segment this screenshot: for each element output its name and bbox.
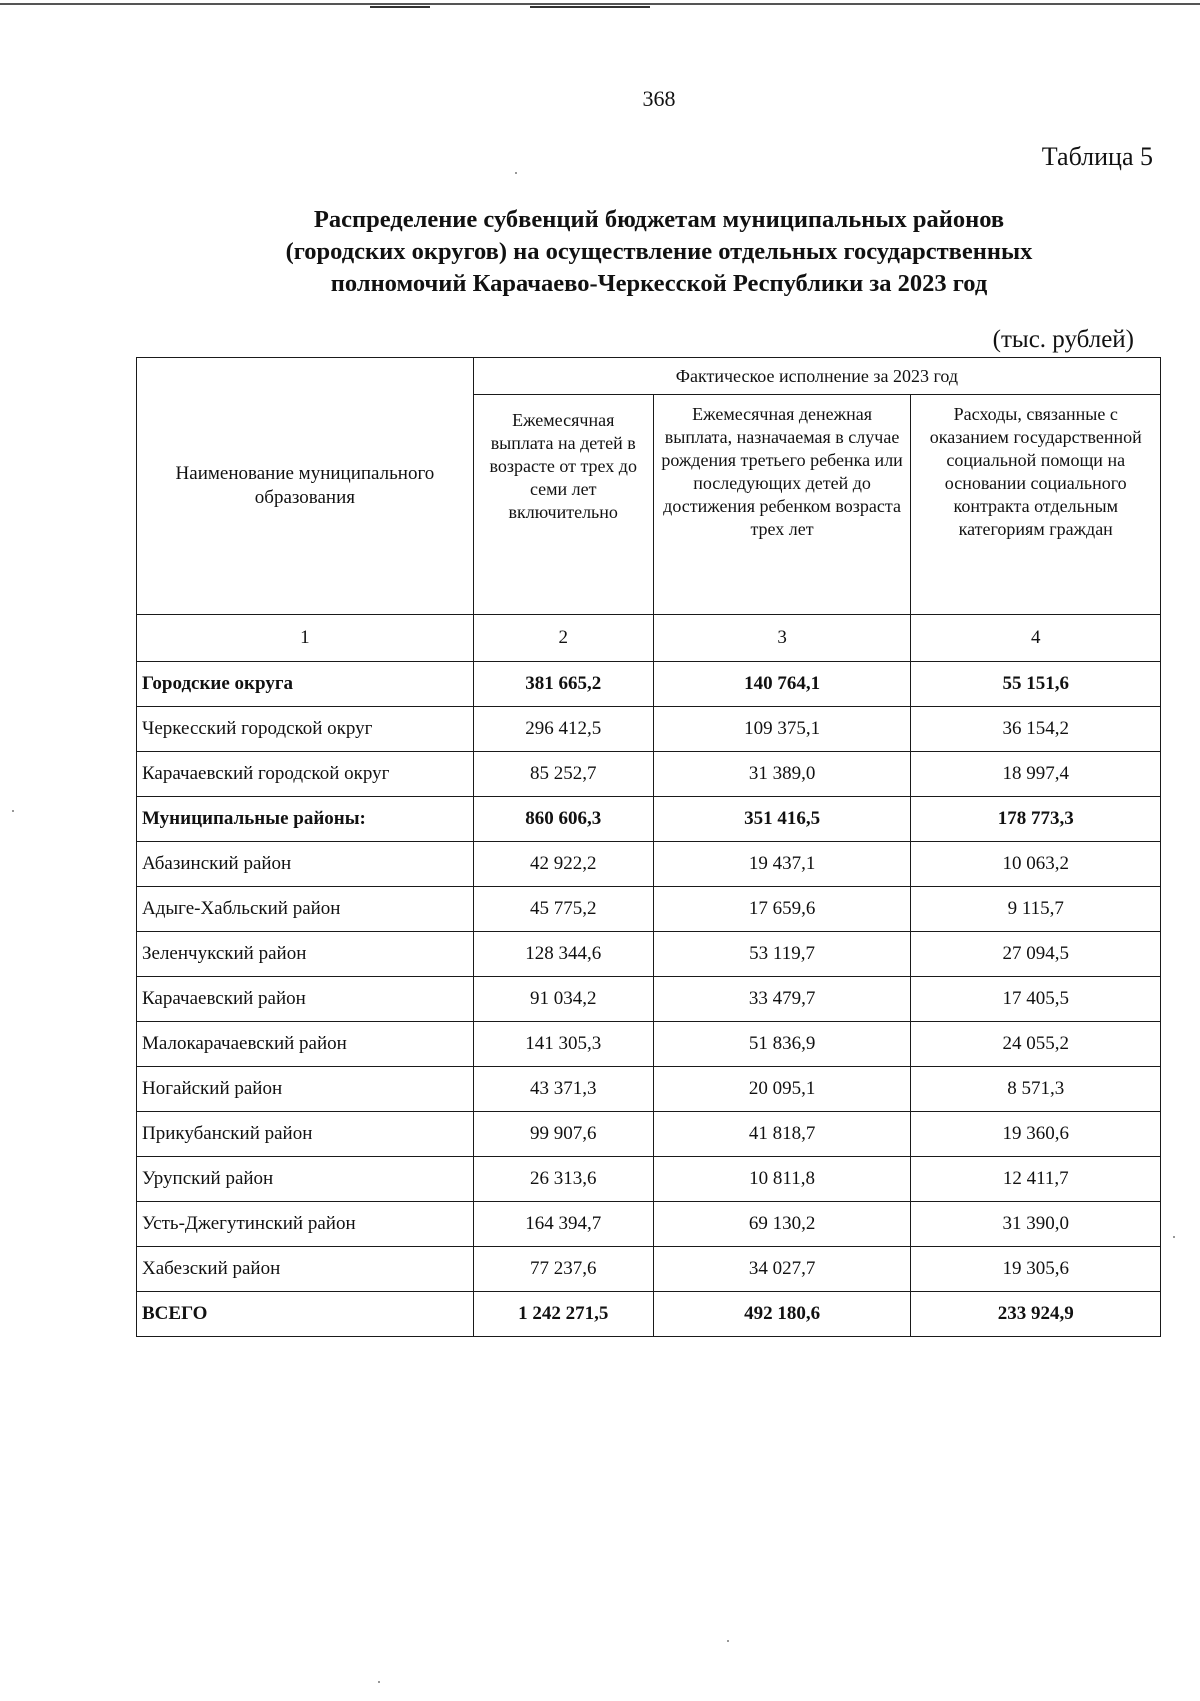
municipality-name: Усть-Джегутинский район [137, 1202, 474, 1247]
scan-speck [12, 810, 14, 812]
value-cell: 492 180,6 [653, 1292, 911, 1337]
value-cell: 233 924,9 [911, 1292, 1161, 1337]
table-row [137, 1157, 1161, 1202]
value-cell: 26 313,6 [473, 1157, 653, 1202]
value-cell: 109 375,1 [653, 707, 911, 752]
municipality-name: Ногайский район [137, 1067, 474, 1112]
value-cell: 20 095,1 [653, 1067, 911, 1112]
value-cell: 43 371,3 [473, 1067, 653, 1112]
municipality-name-header: Наименование муниципального образования [137, 358, 474, 615]
title-line: Распределение субвенций бюджетам муниципальных районов [313, 206, 1005, 233]
column-number: 4 [911, 615, 1161, 662]
value-cell: 33 479,7 [653, 977, 911, 1022]
scan-speck [727, 1640, 729, 1642]
value-cell: 34 027,7 [653, 1247, 911, 1292]
column-header-monthly-children-payment: Ежемесячная выплата на детей в возрасте от трех до семи лет включительно [473, 395, 653, 615]
municipality-name: Карачаевский район [137, 977, 474, 1022]
municipality-name: Городские округа [137, 662, 474, 707]
municipality-name: ВСЕГО [137, 1292, 474, 1337]
table-label: Таблица 5 [1041, 142, 1153, 171]
units-label: (тыс. рублей) [992, 326, 1134, 353]
scan-top-fragment [530, 6, 650, 8]
value-cell: 24 055,2 [911, 1022, 1161, 1067]
column-header-social-contract-expenses: Расходы, связанные с оказанием государственной социальной помощи на основании социального контракта отдельным категориям граждан [911, 395, 1161, 615]
scan-speck [515, 172, 517, 174]
column-header-third-child-payment: Ежемесячная денежная выплата, назначаемая в случае рождения третьего ребенка или последующих детей до достижения ребенком возраста трех лет [653, 395, 911, 615]
municipality-name: Абазинский район [137, 842, 474, 887]
value-cell: 17 659,6 [653, 887, 911, 932]
municipality-name: Муниципальные районы: [137, 797, 474, 842]
value-cell: 10 063,2 [911, 842, 1161, 887]
value-cell: 18 997,4 [911, 752, 1161, 797]
municipality-name: Карачаевский городской округ [137, 752, 474, 797]
table-row [137, 707, 1161, 752]
table-row [137, 752, 1161, 797]
table-row [137, 1202, 1161, 1247]
value-cell: 85 252,7 [473, 752, 653, 797]
value-cell: 19 437,1 [653, 842, 911, 887]
subvention-table [136, 357, 1161, 1337]
table-row [137, 797, 1161, 842]
table-row [137, 1067, 1161, 1112]
column-number: 3 [653, 615, 911, 662]
value-cell: 55 151,6 [911, 662, 1161, 707]
scan-speck [1173, 1236, 1175, 1238]
value-cell: 296 412,5 [473, 707, 653, 752]
value-cell: 51 836,9 [653, 1022, 911, 1067]
value-cell: 178 773,3 [911, 797, 1161, 842]
municipality-name: Черкесский городской округ [137, 707, 474, 752]
value-cell: 860 606,3 [473, 797, 653, 842]
scan-speck [378, 1681, 380, 1683]
table-row [137, 1247, 1161, 1292]
municipality-name: Зеленчукский район [137, 932, 474, 977]
value-cell: 10 811,8 [653, 1157, 911, 1202]
title-line: (городских округов) на осуществление отдельных государственных [285, 238, 1033, 265]
value-cell: 141 305,3 [473, 1022, 653, 1067]
scan-top-edge [0, 3, 1200, 5]
value-cell: 140 764,1 [653, 662, 911, 707]
table-row [137, 1112, 1161, 1157]
value-cell: 91 034,2 [473, 977, 653, 1022]
value-cell: 8 571,3 [911, 1067, 1161, 1112]
table-row [137, 977, 1161, 1022]
value-cell: 1 242 271,5 [473, 1292, 653, 1337]
value-cell: 99 907,6 [473, 1112, 653, 1157]
table-row [137, 1292, 1161, 1337]
municipality-name: Малокарачаевский район [137, 1022, 474, 1067]
value-cell: 31 389,0 [653, 752, 911, 797]
value-cell: 31 390,0 [911, 1202, 1161, 1247]
value-cell: 12 411,7 [911, 1157, 1161, 1202]
table-row [137, 1022, 1161, 1067]
actual-execution-header: Фактическое исполнение за 2023 год [473, 358, 1160, 395]
municipality-name: Урупский район [137, 1157, 474, 1202]
value-cell: 164 394,7 [473, 1202, 653, 1247]
value-cell: 9 115,7 [911, 887, 1161, 932]
value-cell: 19 305,6 [911, 1247, 1161, 1292]
table-row [137, 842, 1161, 887]
table-row [137, 932, 1161, 977]
municipality-name: Прикубанский район [137, 1112, 474, 1157]
document-title [0, 204, 1200, 300]
value-cell: 45 775,2 [473, 887, 653, 932]
value-cell: 17 405,5 [911, 977, 1161, 1022]
value-cell: 351 416,5 [653, 797, 911, 842]
title-line: полномочий Карачаево-Черкесской Республики за 2023 год [330, 270, 988, 297]
value-cell: 27 094,5 [911, 932, 1161, 977]
value-cell: 53 119,7 [653, 932, 911, 977]
municipality-name: Хабезский район [137, 1247, 474, 1292]
table-body [137, 662, 1161, 1337]
table-row [137, 662, 1161, 707]
value-cell: 42 922,2 [473, 842, 653, 887]
column-number: 1 [137, 615, 474, 662]
value-cell: 36 154,2 [911, 707, 1161, 752]
value-cell: 41 818,7 [653, 1112, 911, 1157]
value-cell: 77 237,6 [473, 1247, 653, 1292]
municipality-name: Адыге-Хабльский район [137, 887, 474, 932]
value-cell: 381 665,2 [473, 662, 653, 707]
value-cell: 128 344,6 [473, 932, 653, 977]
table-row [137, 887, 1161, 932]
value-cell: 69 130,2 [653, 1202, 911, 1247]
column-number: 2 [473, 615, 653, 662]
scan-top-fragment [370, 6, 430, 8]
page-number: 368 [642, 86, 676, 111]
value-cell: 19 360,6 [911, 1112, 1161, 1157]
